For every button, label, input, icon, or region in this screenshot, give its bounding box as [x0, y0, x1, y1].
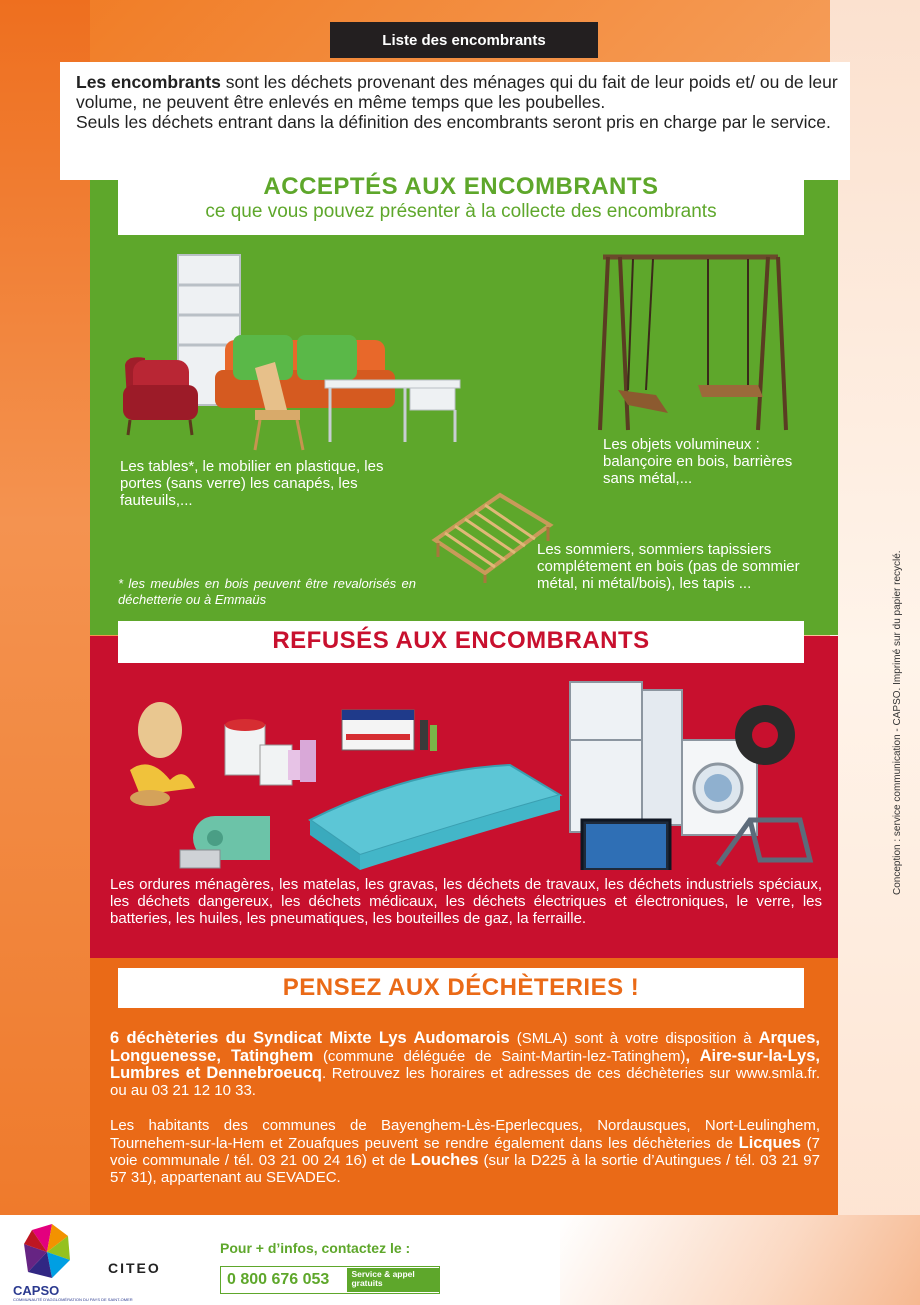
dechetteries-paragraph-1 — [110, 1030, 820, 1099]
smla-towns-2: , Aire-sur-la-Lys, Lumbres et Dennebroeucq — [110, 1046, 820, 1082]
phone-tag-line-1: Service & appel — [351, 1269, 415, 1279]
p1-text-2: (commune déléguée de Saint-Martin-lez-Tatinghem) — [313, 1047, 686, 1065]
phone-tag — [347, 1268, 439, 1292]
refused-illustration — [110, 670, 830, 870]
intro-bold: Les encombrants — [76, 72, 221, 92]
accepted-subheading: ce que vous pouvez présenter à la collecte des encombrants — [205, 201, 717, 222]
accepted-footnote: * les meubles en bois peuvent être revalorisés en déchetterie ou à Emmaüs — [118, 576, 416, 607]
intro-box — [60, 62, 850, 180]
footer-decoration — [560, 1215, 920, 1305]
refused-text: Les ordures ménagères, les matelas, les gravas, les déchets de travaux, les déchets industriels spéciaux, les déchets dangereux, les déchets médicaux, les déchets électriques et électroniques, le verre, les batteries, les huiles, les pneumatiques, les bouteilles de gaz, la ferraille. — [110, 876, 822, 927]
accepted-heading: ACCEPTÉS AUX ENCOMBRANTS — [263, 173, 659, 200]
intro-text-1: sont les déchets provenant des ménages qui du fait de leur poids et/ ou de leur volume, ne peuvent être enlevés en même temps que les poubelles. — [76, 72, 838, 112]
accepted-banner — [118, 169, 804, 235]
intro-paragraph — [76, 72, 838, 132]
smla-name: 6 déchèteries du Syndicat Mixte Lys Audomarois — [110, 1029, 510, 1047]
smla-towns-1: Arques, Longuenesse, Tatinghem — [110, 1029, 820, 1065]
licques-name: Licques — [738, 1133, 801, 1152]
intro-text-2: Seuls les déchets entrant dans la définition des encombrants seront pris en charge par le service. — [76, 112, 831, 132]
p2-text-2: (7 voie communale / tél. 03 21 00 24 16) et de — [110, 1134, 820, 1169]
furniture-illustration — [115, 250, 470, 455]
refused-heading: REFUSÉS AUX ENCOMBRANTS — [272, 627, 650, 654]
side-credit — [892, 515, 910, 895]
left-decoration — [0, 0, 90, 1305]
louches-name: Louches — [410, 1151, 479, 1169]
dechetteries-heading: PENSEZ AUX DÉCHÈTERIES ! — [282, 974, 640, 1001]
capso-logo-icon — [22, 1222, 72, 1282]
swing-illustration — [598, 245, 788, 435]
accepted-furniture-text: Les tables*, le mobilier en plastique, les portes (sans verre) les canapés, les fauteuils,... — [120, 458, 384, 509]
phone-number[interactable]: 0 800 676 053 — [227, 1271, 330, 1288]
phone-box[interactable] — [220, 1266, 440, 1294]
dechetteries-paragraph-2 — [110, 1118, 820, 1186]
capso-label: CAPSO — [13, 1283, 60, 1298]
page-title: Liste des encombrants — [330, 22, 598, 58]
accepted-bedbase-text: Les sommiers, sommiers tapissiers complétement en bois (pas de sommier métal, ni métal/bois), les tapis ... — [537, 541, 800, 592]
accepted-bulky-text: Les objets volumineux : balançoire en bois, barrières sans métal,... — [603, 436, 793, 487]
contact-label: Pour + d’infos, contactez le : — [220, 1240, 411, 1256]
dechetteries-banner — [118, 968, 804, 1008]
p1-text-3: . Retrouvez les horaires et adresses de ces déchèteries sur www.smla.fr. ou au 03 21 12 10 33. — [110, 1065, 820, 1099]
refused-banner — [118, 621, 804, 663]
p2-text-1: Les habitants des communes de Bayenghem-Lès-Eperlecques, Nordausques, Nort-Leulinghem, Tournehem-sur-la-Hem et Zouafques peuvent se rendre également dans les déchèteries de — [110, 1117, 820, 1152]
citeo-logo: CITEO — [108, 1260, 161, 1276]
credit-text: Conception : service communication - CAPSO. Imprimé sur du papier recyclé. — [892, 550, 903, 895]
capso-subtitle: COMMUNAUTÉ D'AGGLOMÉRATION DU PAYS DE SAINT-OMER — [13, 1297, 133, 1302]
p2-text-3: (sur la D225 à la sortie d’Autingues / tél. 03 21 97 57 31), appartenant au SEVADEC. — [110, 1152, 820, 1186]
p1-text-1: (SMLA) sont à votre disposition à — [509, 1030, 759, 1047]
phone-tag-line-2: gratuits — [351, 1278, 383, 1288]
